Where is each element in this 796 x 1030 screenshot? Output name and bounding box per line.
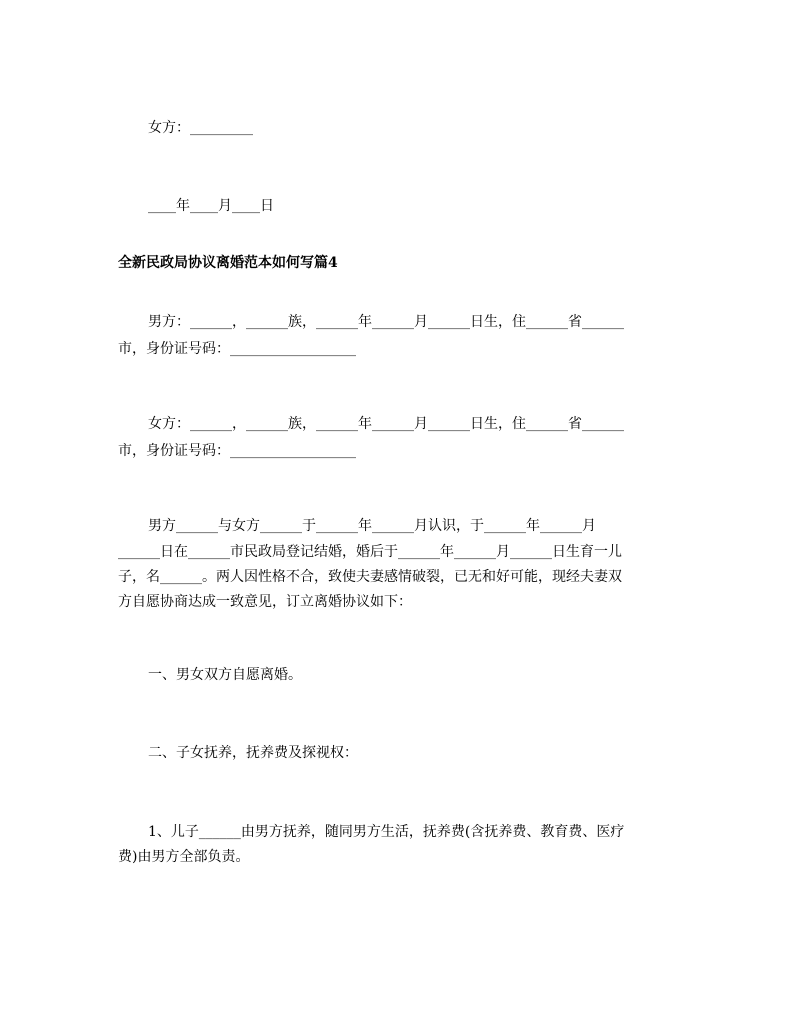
clause-2: 二、子女抚养，抚养费及探视权： — [148, 745, 358, 761]
intro-line-1: 男方______与女方______于______年______月认识，于______年______月 — [148, 518, 596, 534]
intro-line-2: ______日在______市民政局登记结婚，婚后于______年______月______日生育一儿 — [118, 544, 622, 560]
intro-line-4: 方自愿协商达成一致意见，订立离婚协议如下： — [118, 594, 412, 610]
section-title: 全新民政局协议离婚范本如何写篇4 — [118, 255, 338, 271]
clause-2-1-line-1: 1、儿子______由男方抚养，随同男方生活，抚养费(含抚养费、教育费、医疗 — [148, 824, 625, 840]
date-line: ____年____月____日 — [148, 198, 274, 214]
male-info-line-2: 市，身份证号码：__________________ — [118, 341, 356, 357]
male-info-line-1: 男方：______，______族，______年______月______日生，住______省______ — [148, 314, 624, 330]
female-info-line-2: 市，身份证号码：__________________ — [118, 443, 356, 459]
intro-line-3: 子，名______。两人因性格不合，致使夫妻感情破裂，已无和好可能，现经夫妻双 — [118, 569, 622, 585]
clause-2-1-line-2: 费)由男方全部负责。 — [118, 849, 250, 865]
clause-1: 一、男女双方自愿离婚。 — [148, 667, 302, 683]
female-info-line-1: 女方：______，______族，______年______月______日生，住______省______ — [148, 416, 624, 432]
female-signature-line: 女方：_________ — [148, 120, 253, 136]
